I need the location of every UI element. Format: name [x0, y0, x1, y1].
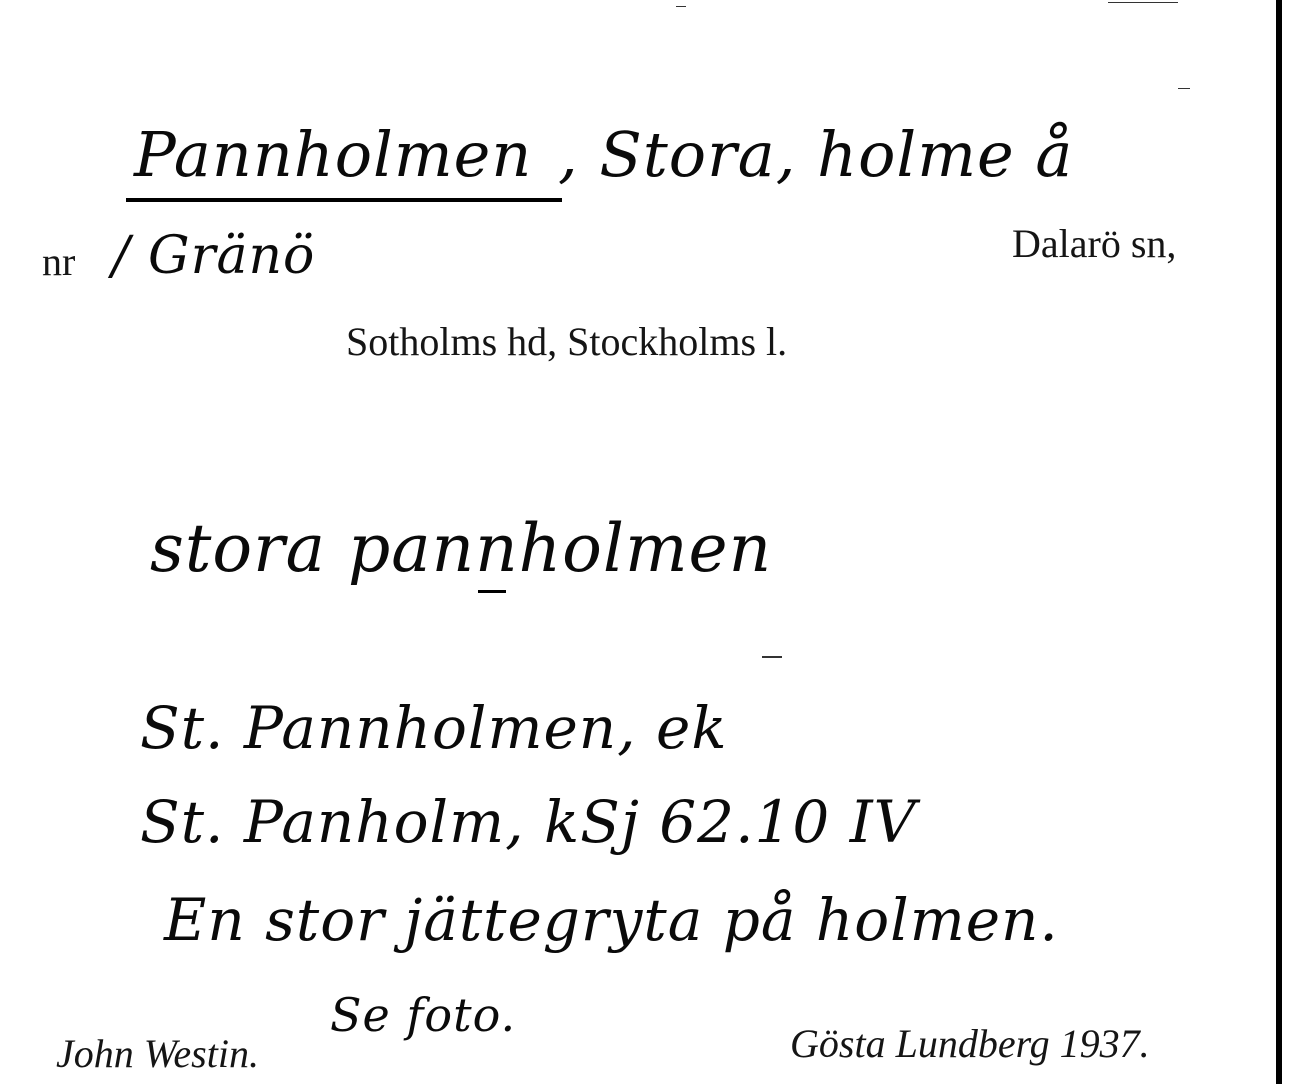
note-line-2: St. Panholm, kSj 62.10 IV	[140, 788, 917, 856]
scan-speck	[1108, 2, 1178, 3]
district-label: Sotholms hd, Stockholms l.	[346, 319, 788, 364]
location-handwritten: / Gränö	[112, 226, 316, 286]
phonetic-underline	[478, 590, 506, 593]
scan-speck	[762, 656, 782, 658]
scan-speck	[1178, 88, 1190, 89]
parish-label: Dalarö sn,	[1012, 221, 1177, 266]
card-edge-line	[1276, 0, 1282, 1084]
headword-underline	[126, 198, 562, 202]
headword-rest: , Stora, holme å	[558, 118, 1074, 191]
recorder-left: John Westin.	[56, 1031, 259, 1076]
note-line-3: En stor jättegryta på holmen.	[164, 886, 1059, 954]
location-prefix: nr	[42, 239, 76, 284]
scan-speck	[676, 6, 686, 7]
note-line-1: St. Pannholmen, ek	[140, 694, 728, 762]
headword: Pannholmen	[134, 118, 533, 191]
recorder-right: Gösta Lundberg 1937.	[790, 1021, 1150, 1066]
note-line-4: Se foto.	[330, 988, 517, 1042]
phonetic-transcription: stora pannholmen	[150, 510, 773, 587]
